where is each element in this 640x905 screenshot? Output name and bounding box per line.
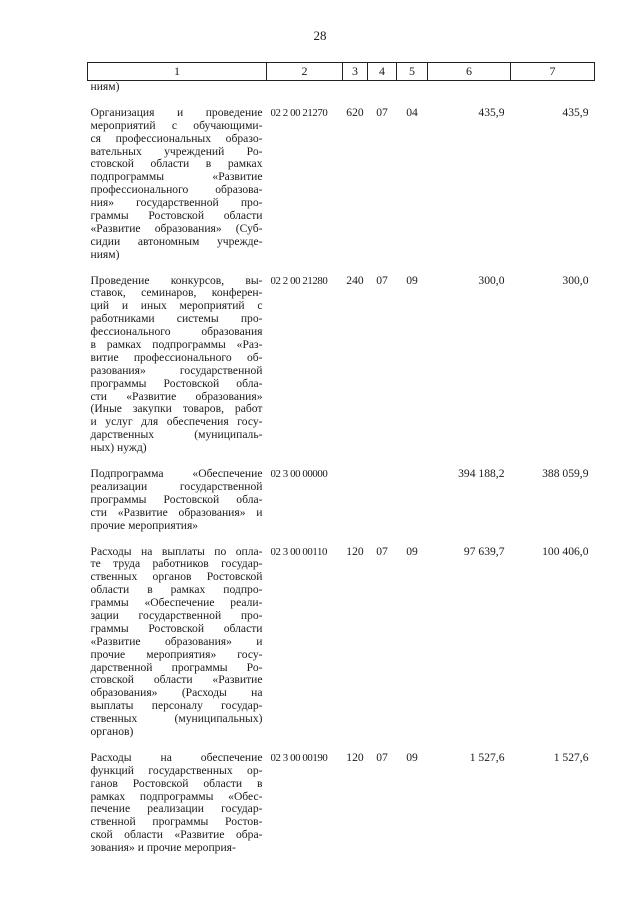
budget-code: 02 3 00 00110 bbox=[270, 545, 327, 558]
description-line: ственной программы Ростов- bbox=[90, 815, 263, 829]
description-line: органов) bbox=[90, 724, 134, 738]
description-line: разования» государственной bbox=[90, 363, 263, 377]
amount-year-1: 1 527,6 bbox=[469, 750, 505, 764]
column-header: 6 bbox=[428, 63, 511, 81]
description-line: ставок, семинаров, конферен- bbox=[90, 286, 263, 300]
column-header: 2 bbox=[267, 63, 343, 81]
description-line: профессионального образова- bbox=[90, 183, 263, 197]
expense-type: 620 bbox=[346, 105, 364, 119]
expense-type: 120 bbox=[346, 750, 364, 764]
subsection bbox=[397, 81, 428, 94]
column-header: 7 bbox=[511, 63, 595, 81]
description-line: граммы Ростовской области bbox=[90, 209, 263, 223]
section: 07 bbox=[376, 273, 388, 287]
table-row bbox=[88, 468, 595, 532]
spacer-cell bbox=[88, 739, 595, 752]
spacer-cell bbox=[88, 262, 595, 275]
section bbox=[368, 81, 397, 94]
row-description bbox=[88, 546, 267, 739]
description-line: Подпрограмма «Обеспечение bbox=[90, 467, 263, 481]
description-line: мероприятий с обучающими- bbox=[90, 118, 263, 132]
description-line: ственных (муниципальных) bbox=[90, 712, 263, 726]
row-spacer bbox=[88, 533, 595, 546]
description-line: прочие мероприятия» госу- bbox=[90, 647, 263, 661]
description-line: ся профессиональных образо- bbox=[90, 131, 263, 145]
row-description bbox=[88, 107, 267, 262]
table-row bbox=[88, 81, 595, 94]
description-line: области в рамках подпро- bbox=[90, 583, 263, 597]
description-line: Проведение конкурсов, вы- bbox=[90, 273, 263, 287]
row-spacer bbox=[88, 262, 595, 275]
expense-type: 240 bbox=[346, 273, 364, 287]
description-line: ганов Ростовской области в bbox=[90, 776, 263, 790]
row-spacer bbox=[88, 94, 595, 107]
section: 07 bbox=[376, 544, 388, 558]
column-header: 1 bbox=[88, 63, 267, 81]
description-line: прочие мероприятия» bbox=[90, 518, 199, 532]
description-line: подпрограммы «Развитие bbox=[90, 170, 263, 184]
description-line: (Иные закупки товаров, работ bbox=[90, 402, 263, 416]
description-line: печение реализации государ- bbox=[90, 802, 263, 816]
budget-code: 02 3 00 00000 bbox=[270, 468, 328, 481]
column-header: 5 bbox=[397, 63, 428, 81]
description-line: стовской области в рамках bbox=[90, 157, 263, 171]
description-line: Расходы на выплаты по опла- bbox=[90, 544, 263, 558]
column-header: 3 bbox=[343, 63, 368, 81]
description-line: Организация и проведение bbox=[90, 105, 263, 119]
description-line: выплаты персоналу государ- bbox=[90, 699, 263, 713]
budget-table bbox=[87, 62, 595, 855]
table-row bbox=[88, 275, 595, 455]
table-body bbox=[88, 81, 595, 855]
description-line: сидии автономным учрежде- bbox=[90, 234, 263, 248]
section: 07 bbox=[376, 105, 388, 119]
description-line: ния» государственной про- bbox=[90, 196, 263, 210]
amount-year-2 bbox=[511, 81, 595, 94]
row-description bbox=[88, 81, 267, 94]
description-line: рамках подпрограммы «Обес- bbox=[90, 789, 263, 803]
subsection: 09 bbox=[406, 750, 418, 764]
row-spacer bbox=[88, 739, 595, 752]
amount-year-2: 1 527,6 bbox=[553, 750, 589, 764]
page-number: 28 bbox=[313, 28, 327, 43]
description-line: Расходы на обеспечение bbox=[90, 750, 263, 764]
subsection bbox=[397, 468, 428, 532]
description-line: образования» (Расходы на bbox=[90, 686, 263, 700]
section: 07 bbox=[376, 750, 388, 764]
description-line: ниям) bbox=[90, 80, 120, 93]
description-line: программы Ростовской обла- bbox=[90, 376, 263, 390]
description-line: граммы «Обеспечение реали- bbox=[90, 596, 263, 610]
amount-year-2: 435,9 bbox=[562, 105, 589, 119]
budget-code: 02 2 00 21270 bbox=[270, 106, 328, 119]
description-line: граммы Ростовской области bbox=[90, 621, 263, 635]
amount-year-2: 388 059,9 bbox=[542, 467, 589, 481]
spacer-cell bbox=[88, 533, 595, 546]
row-description bbox=[88, 468, 267, 532]
budget-code: 02 3 00 00190 bbox=[270, 751, 328, 764]
amount-year-1: 394 188,2 bbox=[458, 467, 505, 481]
description-line: «Развитие образования» (Суб- bbox=[90, 221, 263, 235]
column-header: 4 bbox=[368, 63, 397, 81]
budget-code: 02 2 00 21280 bbox=[270, 274, 328, 287]
amount-year-2: 100 406,0 bbox=[542, 544, 589, 558]
description-line: ской области «Развитие обра- bbox=[90, 828, 263, 842]
description-line: сти «Развитие образования» и bbox=[90, 505, 263, 519]
description-line: ственных органов Ростовской bbox=[90, 570, 263, 584]
description-line: витие профессионального об- bbox=[90, 350, 263, 364]
amount-year-1: 435,9 bbox=[478, 105, 505, 119]
description-line: ниям) bbox=[90, 247, 120, 261]
description-line: зования» и прочие мероприя- bbox=[90, 841, 236, 855]
amount-year-1 bbox=[428, 81, 511, 94]
description-line: функций государственных ор- bbox=[90, 763, 263, 777]
expense-type bbox=[343, 81, 368, 94]
amount-year-1: 97 639,7 bbox=[463, 544, 505, 558]
description-line: ций и иных мероприятий с bbox=[90, 299, 263, 313]
description-line: и услуг для обеспечения госу- bbox=[90, 415, 263, 429]
description-line: дарственной программы Ро- bbox=[90, 660, 263, 674]
description-line: реализации государственной bbox=[90, 479, 263, 493]
subsection: 09 bbox=[406, 544, 418, 558]
table-row bbox=[88, 546, 595, 739]
description-line: зации государственной про- bbox=[90, 608, 263, 622]
row-description bbox=[88, 752, 267, 855]
amount-year-2: 300,0 bbox=[562, 273, 589, 287]
description-line: вательных учреждений Ро- bbox=[90, 144, 263, 158]
description-line: сти «Развитие образования» bbox=[90, 389, 263, 403]
description-line: ных) нужд) bbox=[90, 441, 147, 455]
table-row bbox=[88, 752, 595, 855]
description-line: программы Ростовской обла- bbox=[90, 492, 263, 506]
expense-type: 120 bbox=[346, 544, 364, 558]
row-description bbox=[88, 275, 267, 455]
table-header-row bbox=[88, 63, 595, 81]
expense-type bbox=[343, 468, 368, 532]
subsection: 09 bbox=[406, 273, 418, 287]
subsection: 04 bbox=[406, 105, 418, 119]
table-row bbox=[88, 107, 595, 262]
amount-year-1: 300,0 bbox=[478, 273, 505, 287]
description-line: «Развитие образования» и bbox=[90, 634, 263, 648]
description-line: в рамках подпрограммы «Раз- bbox=[90, 338, 263, 352]
section bbox=[368, 468, 397, 532]
description-line: работниками системы про- bbox=[90, 312, 263, 326]
budget-code bbox=[267, 81, 343, 94]
description-line: стовской области «Развитие bbox=[90, 673, 263, 687]
description-line: дарственных (муниципаль- bbox=[90, 428, 263, 442]
description-line: те труда работников государ- bbox=[90, 557, 263, 571]
spacer-cell bbox=[88, 94, 595, 107]
description-line: фессионального образования bbox=[90, 325, 263, 339]
